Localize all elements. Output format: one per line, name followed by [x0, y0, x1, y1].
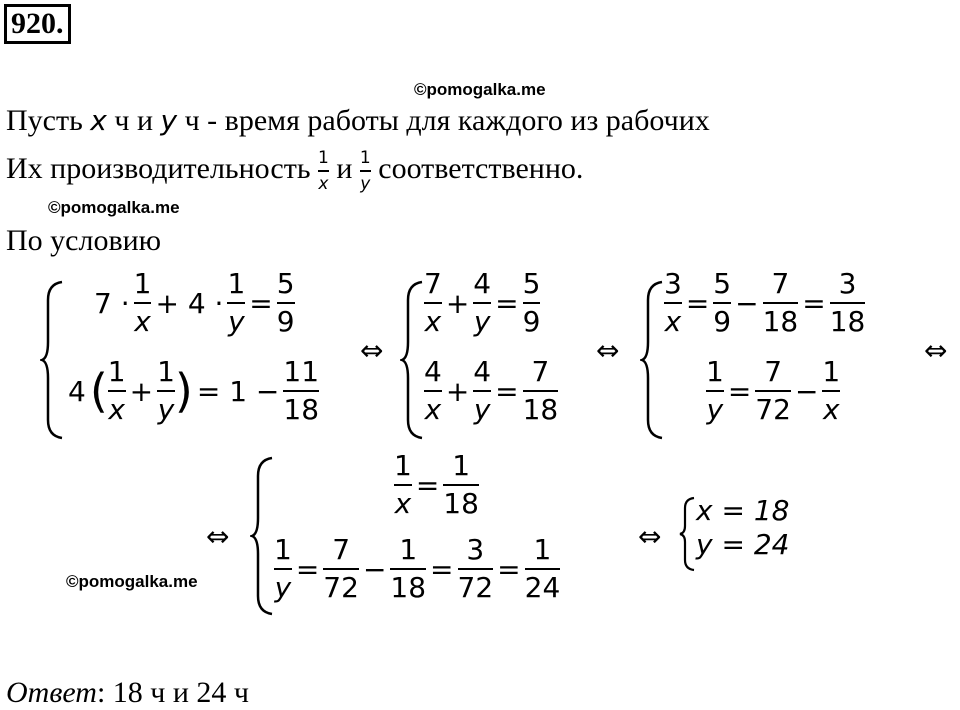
fraction	[277, 268, 295, 338]
left-brace-1	[40, 280, 64, 440]
frac-den: 18	[443, 487, 479, 520]
frac-num: 7	[771, 267, 790, 300]
equiv-3: ⇔	[924, 334, 948, 367]
watermark-middle: ©pomogalka.me	[48, 198, 180, 217]
fraction	[822, 356, 840, 426]
fraction	[763, 268, 799, 338]
frac-num: 4	[424, 355, 442, 388]
frac-num: 5	[522, 267, 541, 300]
frac-den: 9	[713, 305, 732, 338]
frac-num: 5	[276, 267, 295, 300]
equiv-4: ⇔	[206, 520, 230, 553]
fraction	[473, 356, 491, 426]
system2-eq2	[424, 356, 558, 426]
fraction	[713, 268, 731, 338]
answer-label: Ответ	[6, 676, 97, 709]
fraction	[108, 356, 126, 426]
fraction	[424, 268, 442, 338]
frac-den: x	[823, 393, 840, 426]
operator: −	[735, 286, 759, 320]
watermark-top: ©pomogalka.me	[414, 80, 546, 99]
solution-x: x = 18	[696, 494, 790, 527]
frac-den: 18	[390, 571, 427, 604]
frac-den: 72	[755, 393, 791, 426]
frac-num: 5	[713, 267, 732, 300]
frac-num: 3	[664, 267, 682, 300]
frac-den: x	[424, 393, 442, 426]
coef: 7 ·	[94, 286, 130, 320]
frac-num: 11	[283, 355, 320, 388]
frac-num: 1	[822, 355, 841, 388]
fraction	[458, 534, 494, 604]
frac-num: 3	[466, 533, 485, 566]
fraction	[523, 268, 541, 338]
frac-num: 1	[533, 533, 552, 566]
frac-den: 18	[829, 305, 866, 338]
frac-den: y	[274, 571, 292, 604]
frac-den: x	[134, 305, 151, 338]
fraction	[227, 268, 245, 338]
frac-den: x	[394, 487, 412, 520]
frac-num: 7	[531, 355, 550, 388]
frac-den: 72	[457, 571, 494, 604]
frac-den: 9	[276, 305, 295, 338]
system4-eq1: $\frac{1}{x}$ = $\frac{1}{18}$	[394, 449, 479, 520]
problem-number: 920.	[4, 4, 71, 44]
var-x: x	[90, 104, 107, 137]
frac-den: y	[228, 305, 245, 338]
frac-num: 3	[838, 267, 857, 300]
frac-num: 1	[107, 355, 126, 388]
var-y: y	[160, 104, 178, 137]
operator: +	[445, 374, 470, 408]
frac-num: 7	[332, 533, 351, 566]
fraction	[706, 356, 724, 426]
fraction	[390, 534, 426, 604]
text-line-3: По условию	[6, 224, 162, 257]
line2-prefix: Их производительность	[6, 151, 319, 185]
system3-eq2: $\frac{1}{y}$ = $\frac{7}{72}$ − $\frac{1}{x}$	[706, 355, 841, 426]
fraction	[525, 534, 561, 604]
frac-num: 1	[318, 148, 329, 168]
left-brace-5	[678, 496, 696, 572]
operator: +	[445, 286, 470, 320]
coef: 4	[68, 374, 86, 408]
operator: =	[249, 286, 273, 320]
solution-y: y = 24	[696, 528, 790, 561]
frac-den: x	[664, 305, 682, 338]
fraction-1-over-y	[360, 148, 371, 194]
fraction	[830, 268, 866, 338]
frac-den: y	[473, 305, 491, 338]
frac-den: 9	[522, 305, 541, 338]
frac-num: 4	[473, 267, 492, 300]
fraction	[755, 356, 791, 426]
frac-den: y	[706, 393, 724, 426]
line2-mid: и	[328, 151, 360, 185]
frac-den: y	[473, 393, 491, 426]
operator: = 1 −	[196, 374, 280, 408]
fraction	[323, 534, 359, 604]
line1-mid: ч и	[106, 104, 161, 137]
frac-num: 1	[133, 267, 152, 300]
fraction	[473, 268, 491, 338]
system3-eq1: $\frac{3}{x}$ = $\frac{5}{9}$ − $\frac{7}{18}$ = $\frac{3}{18}$	[664, 267, 866, 338]
fraction-1-over-x	[318, 148, 329, 194]
system1-eq1	[90, 268, 295, 338]
frac-num: 7	[424, 267, 442, 300]
fraction	[394, 450, 412, 520]
frac-num: 1	[227, 267, 246, 300]
operator: −	[362, 552, 387, 586]
frac-num: 1	[394, 449, 412, 482]
frac-den: x	[424, 305, 442, 338]
line1-prefix: Пусть	[6, 104, 91, 137]
operator: =	[495, 286, 519, 320]
frac-num: 7	[764, 355, 783, 388]
frac-den: x	[318, 174, 329, 194]
answer-text: : 18 ч и 24 ч	[96, 676, 250, 709]
solution-block	[696, 494, 789, 562]
operator: −	[794, 374, 819, 408]
frac-den: y	[157, 393, 175, 426]
frac-den: x	[108, 393, 125, 426]
system4-eq2: $\frac{1}{y}$ = $\frac{7}{72}$ − $\frac{1}{18}$ = $\frac{3}{72}$ = $\frac{1}{24}$	[274, 533, 561, 604]
answer-line	[6, 676, 249, 710]
equiv-2: ⇔	[596, 334, 620, 367]
fraction	[664, 268, 682, 338]
fraction	[424, 356, 442, 426]
frac-den: 18	[283, 393, 320, 426]
frac-num: 1	[706, 355, 724, 388]
left-brace-2	[400, 280, 424, 440]
fraction	[443, 450, 479, 520]
frac-num: 1	[359, 148, 371, 168]
equiv-5: ⇔	[638, 520, 662, 553]
left-brace-3	[640, 280, 664, 440]
frac-num: 1	[274, 533, 292, 566]
frac-den: 72	[323, 571, 359, 604]
operator: + 4 ·	[155, 286, 224, 320]
system1-eq2: 4( $\frac{1}{x}$ + $\frac{1}{y}$ ) = 1 − $\frac{11}{18}$	[64, 356, 319, 426]
fraction	[274, 534, 292, 604]
operator: +	[129, 374, 154, 408]
text-line-1	[6, 104, 710, 138]
line1-suffix: ч - время работы для каждого из рабочих	[177, 104, 710, 137]
frac-den: 18	[522, 393, 559, 426]
system2-eq1	[424, 268, 540, 338]
frac-num: 4	[473, 355, 492, 388]
operator: =	[495, 374, 519, 408]
fraction	[523, 356, 559, 426]
fraction	[134, 268, 152, 338]
frac-den: 18	[762, 305, 799, 338]
equiv-1: ⇔	[360, 334, 384, 367]
frac-num: 1	[399, 533, 418, 566]
fraction	[157, 356, 175, 426]
frac-den: y	[360, 174, 371, 194]
frac-num: 1	[452, 449, 471, 482]
line2-suffix: соответственно.	[370, 151, 584, 185]
watermark-bottom: ©pomogalka.me	[66, 572, 198, 591]
text-line-2	[6, 148, 583, 194]
fraction	[283, 356, 319, 426]
frac-den: 24	[524, 571, 561, 604]
left-brace-4	[250, 456, 274, 616]
frac-num: 1	[157, 355, 175, 388]
